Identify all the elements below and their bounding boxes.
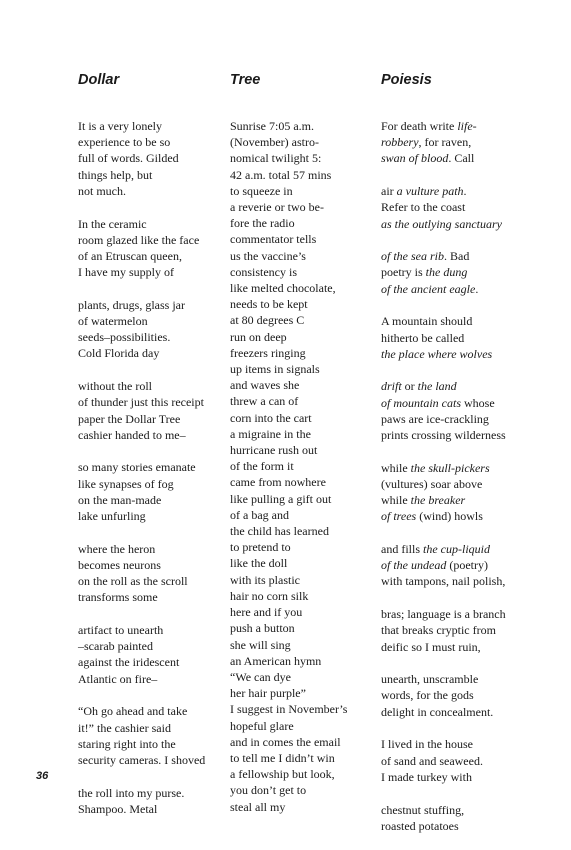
text-segment: . Call: [448, 151, 475, 166]
poem-line: [381, 573, 556, 589]
stanza: [381, 118, 556, 167]
poem-line: [230, 199, 372, 215]
text-segment: transforms some: [78, 590, 158, 605]
poem-line: [381, 671, 556, 687]
poem-line: [230, 750, 372, 766]
stanza: [381, 313, 556, 362]
text-segment: security cameras. I shoved: [78, 753, 206, 767]
text-segment: hair no corn silk: [230, 588, 309, 603]
text-segment: seeds–possibilities.: [78, 330, 171, 345]
italic-phrase: the breaker: [410, 493, 466, 508]
text-segment: Shampoo. Metal: [78, 801, 158, 816]
poem-line: [78, 638, 218, 654]
poem-line: [78, 459, 218, 475]
text-segment: becomes neurons: [78, 557, 161, 572]
stanza: [78, 703, 218, 768]
text-segment: of an Etruscan queen,: [78, 248, 182, 263]
text-segment: and waves she: [230, 378, 300, 393]
text-segment: without the roll: [78, 379, 152, 394]
poem-line: [230, 215, 372, 231]
stanza: [381, 736, 556, 785]
text-segment: Sunrise 7:05 a.m.: [230, 119, 314, 133]
text-segment: commentator tells: [230, 232, 317, 247]
poem-line: [381, 313, 556, 329]
poem-line: [381, 460, 556, 476]
poem-line: [78, 264, 218, 280]
text-segment: cashier handed to me–: [78, 427, 186, 442]
italic-phrase: robbery: [381, 135, 419, 150]
poem-line: [230, 620, 372, 636]
poem-line: [78, 345, 218, 361]
poem-line: [381, 427, 556, 443]
italic-phrase: of trees: [381, 509, 417, 524]
text-segment: Cold Florida day: [78, 346, 160, 361]
poem-line: [78, 378, 218, 394]
text-segment: a migraine in the: [230, 426, 311, 441]
poem-line: [230, 734, 372, 750]
poem-line: [230, 523, 372, 539]
poem-line: [381, 492, 556, 508]
text-segment: air: [381, 184, 397, 199]
text-segment: to squeeze in: [230, 183, 293, 198]
text-segment: (poetry): [446, 558, 488, 573]
poem-line: [230, 312, 372, 328]
text-segment: “We can dye: [230, 669, 291, 684]
stanza: [78, 785, 218, 817]
stanza: [78, 297, 218, 362]
stanza: [78, 541, 218, 606]
stanza: [381, 378, 556, 443]
poem-title-dollar: Dollar: [78, 72, 120, 88]
poem-line: [78, 752, 218, 768]
text-segment: to pretend to: [230, 540, 291, 555]
text-segment: with tampons, nail polish,: [381, 574, 506, 589]
poem-line: [381, 753, 556, 769]
text-segment: the roll into my purse.: [78, 785, 185, 800]
text-segment: here and if you: [230, 605, 303, 620]
poem-line: [230, 588, 372, 604]
stanza: [381, 671, 556, 720]
poem-line: [78, 671, 218, 687]
text-segment: .: [463, 184, 467, 199]
poem-line: [78, 720, 218, 736]
poem-line: [381, 508, 556, 524]
poem-line: [381, 134, 556, 150]
poem-line: [381, 183, 556, 199]
text-segment: with its plastic: [230, 572, 300, 587]
poem-line: [381, 476, 556, 492]
poem-line: [78, 118, 218, 134]
poem-line: [381, 378, 556, 394]
poem-line: [78, 411, 218, 427]
poem-line: [230, 426, 372, 442]
poem-line: [230, 458, 372, 474]
poem-line: [381, 704, 556, 720]
poem-line: [230, 766, 372, 782]
italic-phrase: the place where wolves: [381, 346, 493, 361]
poem-line: [381, 281, 556, 297]
poem-line: [381, 264, 556, 280]
stanza: [78, 459, 218, 524]
poem-line: [230, 685, 372, 701]
poem-line: [381, 346, 556, 362]
text-segment: or: [401, 379, 418, 394]
text-segment: (wind) howls: [416, 509, 483, 524]
poem-line: [78, 736, 218, 752]
poem-line: [230, 377, 372, 393]
poem-line: [381, 639, 556, 655]
text-segment: bras; language is a branch: [381, 607, 506, 622]
poem-line: [381, 769, 556, 785]
poem-line: [78, 313, 218, 329]
text-segment: like pulling a gift out: [230, 491, 332, 506]
poem-line: [230, 296, 372, 312]
text-segment: –scarab painted: [78, 639, 153, 654]
poem-title-poiesis: Poiesis: [381, 72, 432, 88]
text-segment: it!” the cashier said: [78, 720, 171, 735]
text-segment: run on deep: [230, 329, 287, 344]
text-segment: of the form it: [230, 459, 294, 474]
poem-line: [78, 329, 218, 345]
poem-line: [381, 802, 556, 818]
text-segment: prints crossing wilderness: [381, 428, 506, 443]
poem-line: [230, 183, 372, 199]
poem-line: [230, 669, 372, 685]
text-segment: freezers ringing: [230, 345, 306, 360]
text-segment: a fellowship but look,: [230, 767, 335, 782]
text-segment: on the roll as the scroll: [78, 574, 188, 589]
poem-line: [230, 118, 372, 134]
text-segment: fore the radio: [230, 216, 295, 231]
text-segment: roasted potatoes: [381, 818, 459, 833]
italic-phrase: life-: [457, 119, 477, 133]
text-segment: 42 a.m. total 57 mins: [230, 167, 332, 182]
poem-line: [230, 361, 372, 377]
text-segment: lake unfurling: [78, 509, 146, 524]
text-segment: that breaks cryptic from: [381, 623, 496, 638]
poem-line: [230, 555, 372, 571]
poem-line: [230, 799, 372, 815]
text-segment: at 80 degrees C: [230, 313, 305, 328]
poem-line: [230, 167, 372, 183]
stanza: [381, 606, 556, 655]
italic-phrase: the cup-liquid: [423, 542, 490, 557]
stanza: [381, 460, 556, 525]
italic-phrase: a vulture path: [396, 184, 464, 199]
poem-line: [230, 410, 372, 426]
text-segment: you don’t get to: [230, 783, 307, 798]
poem-line: [230, 507, 372, 523]
text-segment: things help, but: [78, 167, 153, 182]
poem-line: [78, 785, 218, 801]
italic-phrase: drift: [381, 379, 402, 394]
poem-line: [230, 393, 372, 409]
poem-line: [230, 442, 372, 458]
text-segment: artifact to unearth: [78, 623, 164, 638]
text-segment: , for raven,: [418, 135, 472, 150]
text-segment: up items in signals: [230, 362, 320, 377]
text-segment: hitherto be called: [381, 330, 465, 345]
text-segment: I have my supply of: [78, 265, 174, 280]
poem-line: [381, 118, 556, 134]
text-segment: of a bag and: [230, 507, 289, 522]
poem-line: [230, 280, 372, 296]
text-segment: her hair purple”: [230, 686, 306, 701]
italic-phrase: as the outlying sanctuary: [381, 216, 502, 231]
poem-column-dollar: [78, 70, 218, 834]
poem-line: [78, 508, 218, 524]
text-segment: experience to be so: [78, 135, 171, 150]
text-segment: poetry is: [381, 265, 426, 280]
text-segment: like synapses of fog: [78, 476, 174, 491]
poem-line: [381, 622, 556, 638]
poem-line: [230, 134, 372, 150]
text-segment: (November) astro-: [230, 135, 319, 150]
italic-phrase: the skull-pickers: [410, 460, 490, 475]
poem-line: [230, 718, 372, 734]
text-segment: Refer to the coast: [381, 200, 466, 215]
poem-line: [78, 654, 218, 670]
text-segment: deific so I must ruin,: [381, 639, 481, 654]
text-segment: (vultures) soar above: [381, 476, 483, 491]
text-segment: while: [381, 493, 411, 508]
poem-line: [78, 622, 218, 638]
stanza: [230, 118, 372, 815]
italic-phrase: of the undead: [381, 558, 447, 573]
text-segment: delight in concealment.: [381, 704, 494, 719]
stanza: [381, 248, 556, 297]
stanza: [78, 118, 218, 199]
text-segment: unearth, unscramble: [381, 672, 479, 687]
page-number: 36: [36, 770, 49, 782]
text-segment: so many stories emanate: [78, 460, 196, 475]
stanza: [381, 541, 556, 590]
poem-line: [230, 701, 372, 717]
poem-line: [78, 703, 218, 719]
poem-line: [230, 572, 372, 588]
poem-line: [381, 395, 556, 411]
poem-line: [230, 491, 372, 507]
poem-line: [78, 573, 218, 589]
poem-line: [381, 330, 556, 346]
poem-line: [78, 134, 218, 150]
text-segment: Atlantic on fire–: [78, 671, 158, 686]
italic-phrase: of the ancient eagle: [381, 281, 476, 296]
text-segment: came from nowhere: [230, 475, 326, 490]
text-segment: of watermelon: [78, 314, 148, 329]
text-segment: nomical twilight 5:: [230, 151, 322, 166]
text-segment: words, for the gods: [381, 688, 474, 703]
poem-line: [78, 232, 218, 248]
text-segment: steal all my: [230, 799, 286, 814]
poem-line: [381, 687, 556, 703]
poem-line: [381, 557, 556, 573]
text-segment: I lived in the house: [381, 737, 473, 752]
poem-line: [381, 606, 556, 622]
text-segment: and fills: [381, 542, 423, 557]
poem-line: [381, 736, 556, 752]
text-segment: paper the Dollar Tree: [78, 411, 181, 426]
poem-line: [230, 329, 372, 345]
text-segment: .: [475, 281, 479, 296]
poem-line: [78, 167, 218, 183]
poem-line: [381, 150, 556, 166]
text-segment: plants, drugs, glass jar: [78, 297, 185, 312]
poem-line: [78, 394, 218, 410]
poem-line: [230, 231, 372, 247]
italic-phrase: of the sea rib: [381, 249, 444, 264]
text-segment: room glazed like the face: [78, 232, 200, 247]
poem-line: [78, 557, 218, 573]
text-segment: . Bad: [444, 249, 470, 264]
text-segment: of thunder just this receipt: [78, 395, 204, 410]
stanza: [78, 216, 218, 281]
poem-line: [230, 474, 372, 490]
poem-line: [78, 150, 218, 166]
text-segment: needs to be kept: [230, 297, 308, 312]
poem-body: [381, 118, 556, 834]
poem-line: [230, 264, 372, 280]
poem-line: [381, 199, 556, 215]
poem-line: [78, 589, 218, 605]
text-segment: A mountain should: [381, 314, 473, 329]
poem-line: [381, 216, 556, 232]
text-segment: like melted chocolate,: [230, 281, 336, 296]
text-segment: whose: [461, 395, 495, 410]
text-segment: It is a very lonely: [78, 119, 162, 133]
poem-line: [78, 216, 218, 232]
text-segment: consistency is: [230, 264, 297, 279]
stanza: [381, 183, 556, 232]
poem-body: [230, 118, 372, 815]
poem-line: [78, 183, 218, 199]
text-segment: and in comes the email: [230, 734, 341, 749]
poem-line: [78, 476, 218, 492]
poem-column-poiesis: [381, 70, 556, 850]
stanza: [78, 622, 218, 687]
text-segment: I suggest in November’s: [230, 702, 348, 717]
text-segment: on the man-made: [78, 492, 162, 507]
poem-line: [230, 653, 372, 669]
text-segment: of sand and seaweed.: [381, 753, 483, 768]
poem-line: [381, 541, 556, 557]
text-segment: while: [381, 460, 411, 475]
text-segment: hurricane rush out: [230, 443, 318, 458]
italic-phrase: the land: [417, 379, 457, 394]
poem-line: [230, 345, 372, 361]
poem-line: [78, 248, 218, 264]
text-segment: “Oh go ahead and take: [78, 704, 188, 719]
text-segment: In the ceramic: [78, 216, 147, 231]
poem-line: [381, 818, 556, 834]
poem-title-tree: Tree: [230, 72, 261, 88]
text-segment: an American hymn: [230, 653, 322, 668]
poem-line: [230, 539, 372, 555]
text-segment: not much.: [78, 183, 126, 198]
text-segment: For death write: [381, 119, 458, 133]
poem-line: [230, 150, 372, 166]
poem-line: [78, 427, 218, 443]
text-segment: hopeful glare: [230, 718, 294, 733]
poem-body: [78, 118, 218, 817]
text-segment: where the heron: [78, 541, 156, 556]
poem-line: [78, 297, 218, 313]
text-segment: threw a can of: [230, 394, 299, 409]
poem-line: [78, 492, 218, 508]
text-segment: corn into the cart: [230, 410, 312, 425]
poem-line: [230, 248, 372, 264]
text-segment: the child has learned: [230, 524, 329, 539]
text-segment: a reverie or two be-: [230, 200, 324, 215]
poem-line: [230, 604, 372, 620]
poem-column-tree: [230, 70, 372, 831]
text-segment: chestnut stuffing,: [381, 802, 465, 817]
poem-line: [381, 411, 556, 427]
text-segment: against the iridescent: [78, 655, 180, 670]
poem-line: [230, 637, 372, 653]
text-segment: I made turkey with: [381, 769, 472, 784]
text-segment: push a button: [230, 621, 295, 636]
italic-phrase: the dung: [425, 265, 468, 280]
poem-line: [381, 248, 556, 264]
text-segment: staring right into the: [78, 736, 176, 751]
text-segment: like the doll: [230, 556, 288, 571]
poem-line: [230, 782, 372, 798]
italic-phrase: swan of blood: [381, 151, 449, 166]
text-segment: she will sing: [230, 637, 291, 652]
text-segment: us the vaccine’s: [230, 248, 306, 263]
text-segment: paws are ice-crackling: [381, 411, 489, 426]
text-segment: to tell me I didn’t win: [230, 750, 335, 765]
poem-line: [78, 801, 218, 817]
italic-phrase: of mountain cats: [381, 395, 461, 410]
poem-line: [78, 541, 218, 557]
stanza: [78, 378, 218, 443]
text-segment: full of words. Gilded: [78, 151, 179, 166]
